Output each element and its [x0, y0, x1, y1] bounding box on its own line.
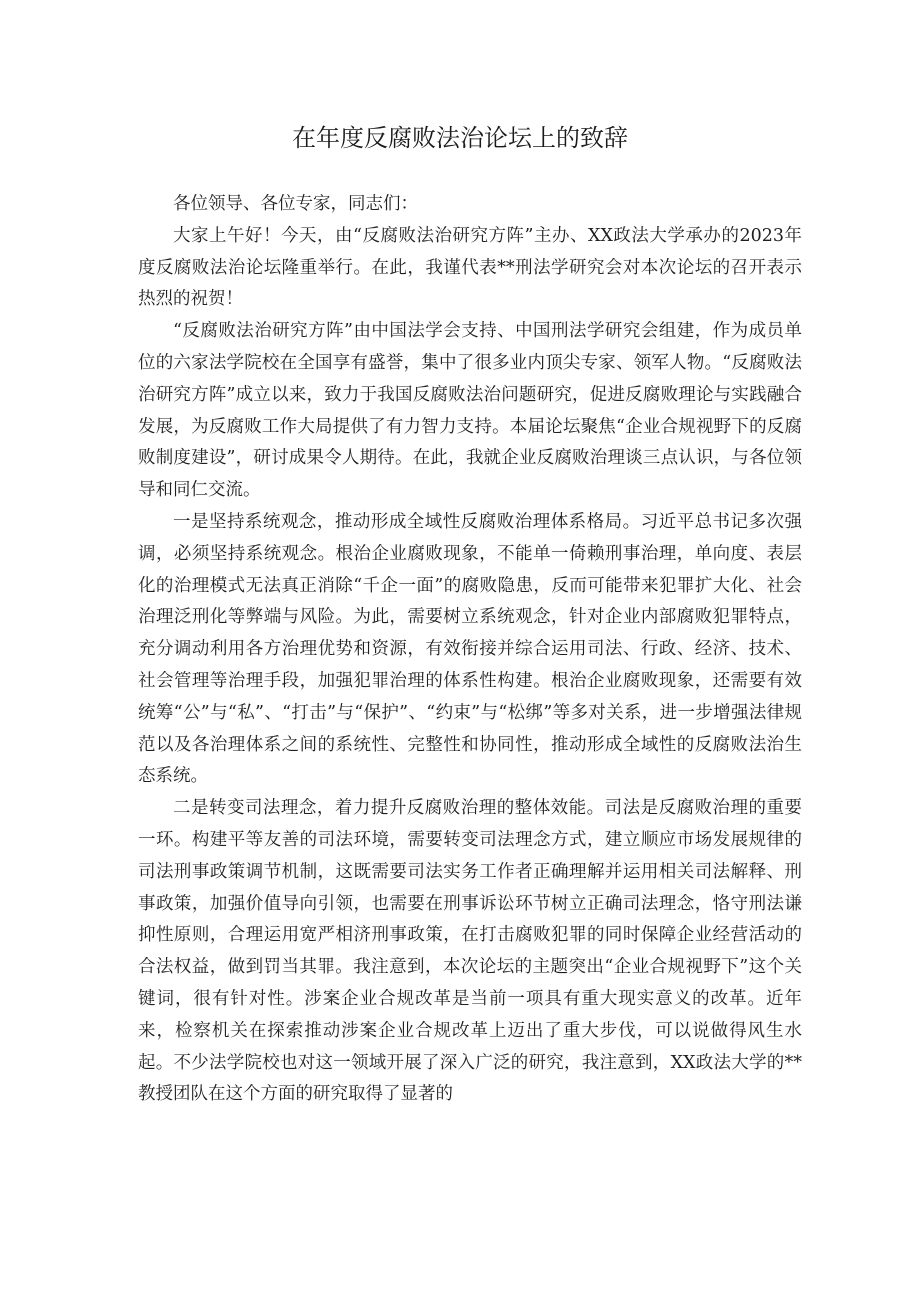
document-title: 在年度反腐败法治论坛上的致辞 — [292, 124, 628, 152]
paragraph: “反腐败法治研究方阵”由中国法学会支持、中国刑法学研究会组建，作为成员单位的六家法学院校在全国享有盛誉，集中了很多业内顶尖专家、领军人物。“反腐败法治研究方阵”成立以来，致力于我国反腐败法治问题研究，促进反腐败理论与实践融合发展，为反腐败工作大局提供了有力智力支持。本届论坛聚焦“企业合规视野下的反腐败制度建设”，研讨成果令人期待。在此，我就企业反腐败治理谈三点认识，与各位领导和同仁交流。 — [138, 321, 802, 501]
salutation: 各位领导、各位专家，同志们： — [173, 194, 418, 214]
paragraph: 大家上午好！今天，由“反腐败法治研究方阵”主办、XX政法大学承办的2023年度反腐败法治论坛隆重举行。在此，我谨代表**刑法学研究会对本次论坛的召开表示热烈的祝贺！ — [138, 225, 802, 310]
paragraph: 二是转变司法理念，着力提升反腐败治理的整体效能。司法是反腐败治理的重要一环。构建平等友善的司法环境，需要转变司法理念方式，建立顺应市场发展规律的司法刑事政策调节机制，这既需要司法实务工作者正确理解并运用相关司法解释、刑事政策，加强价值导向引领，也需要在刑事诉讼环节树立正确司法理念，恪守刑法谦抑性原则，合理运用宽严相济刑事政策，在打击腐败犯罪的同时保障企业经营活动的合法权益，做到罚当其罪。我注意到，本次论坛的主题突出“企业合规视野下”这个关键词，很有针对性。涉案企业合规改革是当前一项具有重大现实意义的改革。近年来，检察机关在探索推动涉案企业合规改革上迈出了重大步伐，可以说做得风生水起。不少法学院校也对这一领域开展了深入广泛的研究，我注意到，XX政法大学的**教授团队在这个方面的研究取得了显著的 — [138, 798, 802, 1105]
paragraph: 一是坚持系统观念，推动形成全域性反腐败治理体系格局。习近平总书记多次强调，必须坚持系统观念。根治企业腐败现象，不能单一倚赖刑事治理，单向度、表层化的治理模式无法真正消除“千企一面”的腐败隐患，反而可能带来犯罪扩大化、社会治理泛刑化等弊端与风险。为此，需要树立系统观念，针对企业内部腐败犯罪特点，充分调动利用各方治理优势和资源，有效衔接并综合运用司法、行政、经济、技术、社会管理等治理手段，加强犯罪治理的体系性构建。根治企业腐败现象，还需要有效统筹“公”与“私”、“打击”与“保护”、“约束”与“松绑”等多对关系，进一步增强法律规范以及各治理体系之间的系统性、完整性和协同性，推动形成全域性的反腐败法治生态系统。 — [138, 511, 802, 787]
document-body — [138, 189, 802, 1111]
